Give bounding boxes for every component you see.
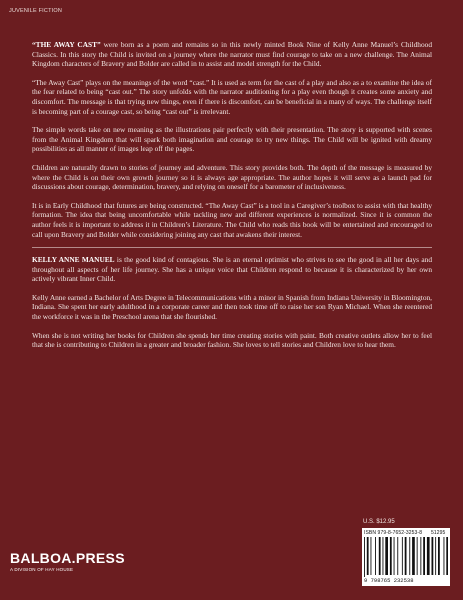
isbn-label: ISBN 979-8-7652-3253-8 51295 — [364, 530, 446, 536]
publisher-logo — [10, 551, 125, 572]
price-label: U.S. $12.95 — [363, 519, 395, 525]
author-bio-paragraph — [32, 255, 432, 284]
paragraph-text: is the good kind of contagious. She is an eternal optimist who strives to see the good in all her days and throughout all aspects of her life journey. She has a unique voice that Children respond to because it is characterized by her own actively vibrant Inner Child. — [32, 255, 432, 284]
publisher-tagline: A DIVISION OF HAY HOUSE — [10, 567, 74, 572]
book-description-paragraph: “The Away Cast” plays on the meanings of the word “cast.” It is used as term for the cast of a play and also as a to examine the idea of the fear related to being “cast out.” The story unfolds with the narrator auditioning for a play even though it creates some anxiety and discomfort. The message is that trying new things, even if there is discomfort, can be beneficial in a many of ways. The challenge itself is becoming part of a courage cast, so being “cast out” is irrelevant. — [32, 77, 432, 116]
book-description-paragraph: Children are naturally drawn to stories of journey and adventure. This story provides both. The depth of the message is measured by where the Child is on their own growth journey so it is always age appropriate. The author hopes it will serve as a launch pad for discussions about courage, determination, bravery, and relying on oneself for a barometer of inclusiveness. — [32, 162, 432, 192]
paragraph-text: were born as a poem and remains so in this newly minted Book Nine of Kelly Anne Manuel’s Childhood Classics. In this story the Child is invited on a journey where the narrator must find courage to take on a new challenge. The Animal Kingdom characters of Bravery and Bolder are called in to assist and model strength for the Child. — [32, 40, 432, 69]
author-name-lead: KELLY ANNE MANUEL — [32, 255, 115, 265]
book-title-lead: “THE AWAY CAST” — [32, 40, 101, 49]
barcode-number: 9 798765 232538 — [364, 577, 414, 584]
book-description-paragraph: It is in Early Childhood that futures are being constructed. “The Away Cast” is a tool in a Caregiver’s toolbox to assist with that healthy formation. The idea that being uncomfortable while tackling new and different experiences is normalized. Since it is common the author feels it is important to address it in Children’s Literature. The Child who reads this book will be entertained and encouraged to call upon Bravery and Bolder while considering joining any cast that awakens their interest. — [32, 200, 432, 239]
cover-copy — [32, 40, 432, 350]
author-bio-paragraph: Kelly Anne earned a Bachelor of Arts Degree in Telecommunications with a minor in Spanish from Indiana University in Bloomington, Indiana. She spent her early adulthood in a corporate career and then took time off to raise her son Ryan Michael. When she reentered the workforce it was in the Preschool arena that she flourished. — [32, 292, 432, 322]
genre-label: JUVENILE FICTION — [9, 8, 63, 14]
publisher-name: BALBOA.PRESS — [10, 550, 125, 566]
barcode — [362, 528, 450, 586]
section-divider — [32, 247, 432, 248]
book-description-paragraph — [32, 40, 432, 69]
barcode-bars-icon — [364, 537, 448, 577]
book-description-paragraph: The simple words take on new meaning as the illustrations pair perfectly with their presentation. The story is supported with scenes from the Animal Kingdom that will spark both imagination and courage to try new things. The Child will be ignited with dreamy possibilities as all manner of images leap off the pages. — [32, 125, 432, 154]
author-bio-paragraph: When she is not writing her books for Children she spends her time creating stories with paint. Both creative outlets allow her to feel that she is contributing to Children in a greater and broader fashion. She loves to tell stories and Children love to hear them. — [32, 330, 432, 350]
